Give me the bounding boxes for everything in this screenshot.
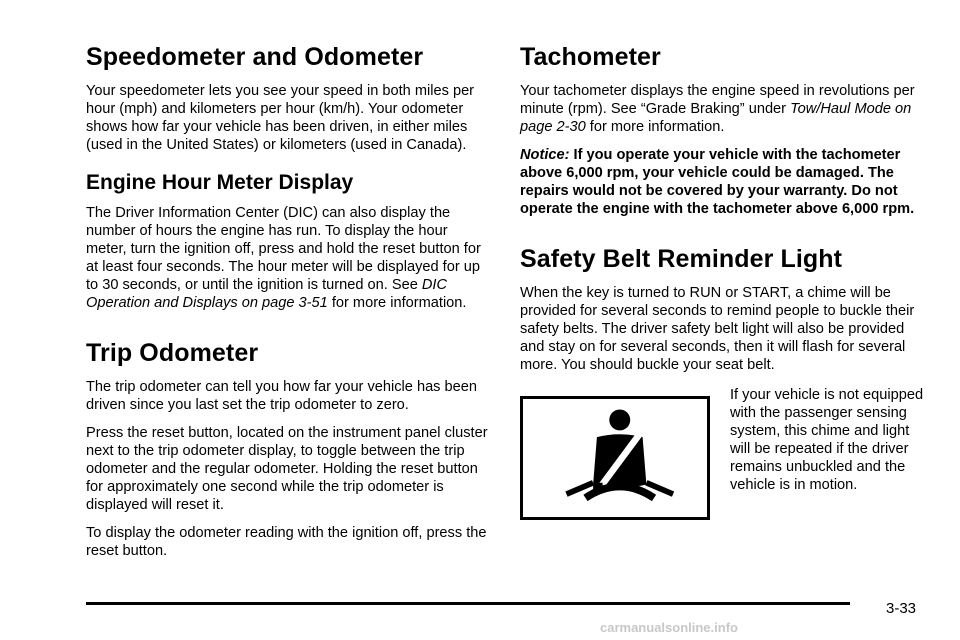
heading-safety-belt-reminder: Safety Belt Reminder Light (520, 245, 843, 273)
dic-operation-link[interactable]: DIC Operation and Displays on page 3-51 (86, 277, 448, 311)
heading-tachometer: Tachometer (520, 43, 661, 71)
trip-paragraph-1: The trip odometer can tell you how far your vehicle has been driven since you last set the trip odometer to zero. (86, 379, 478, 413)
engine-hour-paragraph (86, 204, 488, 312)
heading-trip-odometer: Trip Odometer (86, 339, 259, 367)
heading-engine-hour-meter: Engine Hour Meter Display (86, 171, 354, 194)
safety-belt-figure (520, 387, 930, 520)
page-number: 3-33 (886, 600, 917, 617)
engine-hour-text: The Driver Information Center (DIC) can also display the number of hours the engine has run. To display the hour meter, turn the ignition off, press and hold the reset button for at least four seconds. The hour meter will be displayed for up to 30 seconds, or until the ignition is turned on. See (86, 205, 481, 293)
tachometer-text-end: for more information. (585, 119, 725, 135)
engine-hour-text-end: for more information. (327, 295, 467, 311)
speedometer-paragraph: Your speedometer lets you see your speed in both miles per hour (mph) and kilometers per hour (km/h). Your odometer shows how far your vehicle has been driven, in either miles (used in the United States) or kilometers (used in Canada). (86, 83, 475, 153)
tow-haul-mode-link[interactable]: Tow/Haul Mode on page 2-30 (520, 101, 912, 135)
safety-belt-paragraph: When the key is turned to RUN or START, a chime will be provided for several seconds to remind people to buckle their safety belts. The driver safety belt light will also be provided and stay on for several seconds, then it will flash for several more. You should buckle your seat belt. (520, 285, 915, 373)
tachometer-paragraph (520, 82, 930, 136)
left-column (86, 42, 488, 570)
tachometer-text: Your tachometer displays the engine speed in revolutions per minute (rpm). See “Grade Braking” under (520, 83, 915, 117)
heading-speedometer-odometer: Speedometer and Odometer (86, 43, 424, 71)
trip-paragraph-2: Press the reset button, located on the instrument panel cluster next to the trip odometer display, to toggle between the trip odometer and the regular odometer. Holding the reset button for approximately one second while the trip odometer is displayed will reset it. (86, 425, 488, 513)
safety-belt-side-text: If your vehicle is not equipped with the passenger sensing system, this chime and light will be repeated if the driver remains unbuckled and the vehicle is in motion. (730, 387, 924, 493)
notice-paragraph (520, 146, 930, 218)
watermark: carmanualsonline.info (600, 620, 738, 635)
notice-text: If you operate your vehicle with the tachometer above 6,000 rpm, your vehicle could be damaged. The repairs would not be covered by your warranty. Do not operate the engine with the tachometer above 6,000 rpm. (520, 147, 915, 217)
safety-belt-icon (520, 396, 710, 520)
trip-paragraph-3: To display the odometer reading with the ignition off, press the reset button. (86, 525, 487, 559)
notice-label: Notice: (520, 147, 570, 163)
footer-divider (86, 602, 850, 605)
right-column (520, 42, 930, 520)
